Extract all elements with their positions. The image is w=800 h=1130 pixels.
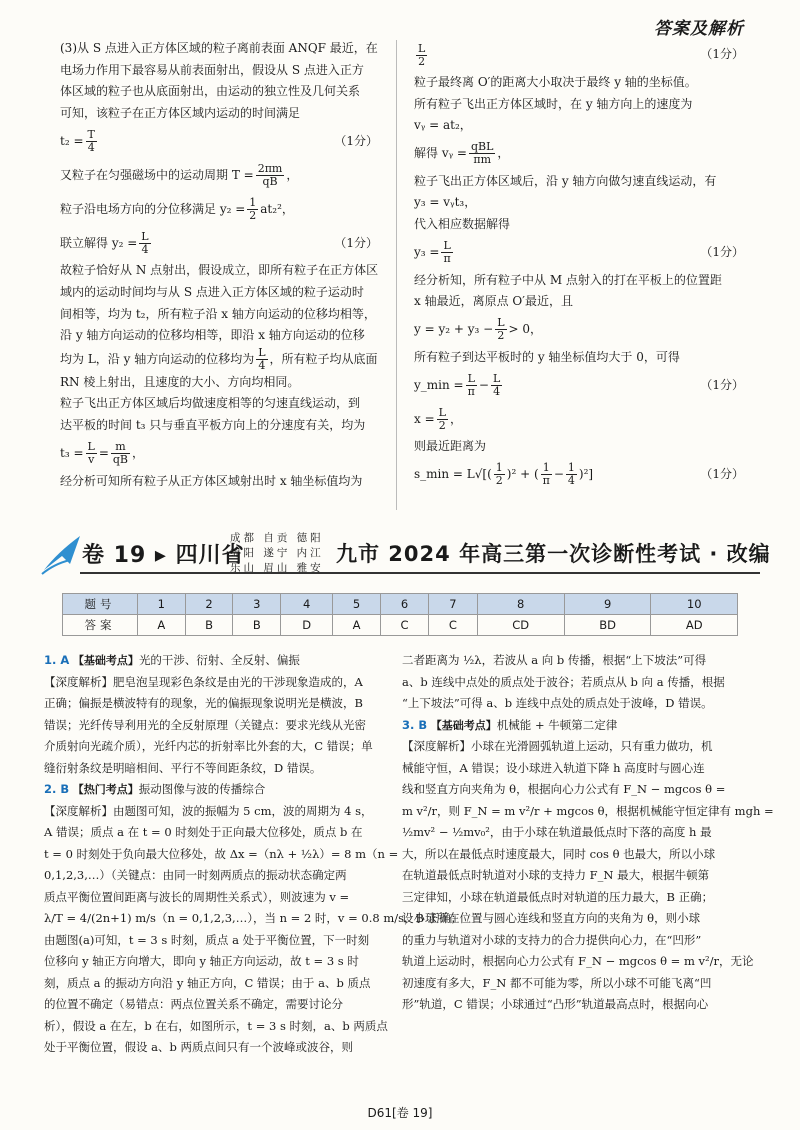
fraction: $\frac{L}{\pi}$: [467, 371, 475, 398]
text-line: 正确；偏振是横波特有的现象，光的偏振现象说明光是横波，B: [44, 696, 363, 710]
score: （1分）: [700, 244, 744, 259]
fraction: $\frac{L}{v}$: [87, 440, 95, 467]
fraction: $\frac{1}{2}$: [249, 195, 257, 222]
fraction: $\frac{1}{2}$: [495, 461, 503, 488]
equation-row: t₂ = $\frac{T}{4}$ （1分）: [60, 127, 378, 154]
text-line: y₃ = vᵧt₃，: [414, 195, 477, 210]
banner-rule: [80, 572, 760, 574]
equation-row: 联立解得 y₂ = $\frac{L}{4}$ （1分）: [60, 229, 378, 256]
answer-cell: B: [233, 615, 281, 636]
question-number-cell: 10: [651, 594, 738, 615]
text-line: A 错误；质点 a 在 t = 0 时刻处于正向最大位移处，质点 b 在: [44, 825, 363, 839]
column-divider: [396, 40, 397, 510]
bottom-right-column: [402, 650, 774, 1016]
answer-cell: C: [380, 615, 428, 636]
equation-row: t₃ = $\frac{L}{v}$ = $\frac{m}{qB}$ ，: [60, 440, 145, 467]
text-line: 缝衍射条纹是明暗相间、平行不等间距条纹，D 错误。: [44, 760, 322, 775]
text-line: 所有粒子到达平板时的 y 轴坐标值均大于 0，可得: [414, 349, 680, 364]
paper-plane-icon: [40, 530, 84, 580]
text-line: 错误；光纤传导利用光的全反射原理（关键点：要求光线从光密: [44, 717, 366, 732]
fraction: $\frac{T}{4}$: [87, 127, 95, 154]
text-line: 域内的运动时间均与从 S 点进入正方体区域的粒子运动时: [60, 284, 364, 299]
table-row: [63, 594, 738, 615]
question-heading: 1. A 【基础考点】光的干涉、衍射、全反射、偏振: [44, 653, 300, 667]
question-number-cell: 9: [564, 594, 651, 615]
text-line: 大，所以在最低点时速度最大，同时 cos θ 也最大，所以小球: [402, 846, 716, 861]
score: （1分）: [700, 47, 744, 62]
score: （1分）: [700, 377, 744, 392]
text-line: 所有粒子飞出正方体区域时，在 y 轴方向上的速度为: [414, 96, 693, 111]
fraction: $\frac{L}{2}$: [497, 316, 505, 343]
text-line: 经分析可知所有粒子从正方体区域射出时 x 轴坐标值均为: [60, 473, 363, 488]
text-line: 沿 y 轴方向运动的位移均相等，即沿 x 轴方向运动的位移: [60, 328, 365, 343]
question-number-cell: 2: [185, 594, 233, 615]
text-line: ½mv² − ½mv₀²，由于小球在轨道最低点时下落的高度 h 最: [402, 825, 712, 839]
text-line: 的重力与轨道对小球的支持力的合力提供向心力，在“凹形”: [402, 932, 702, 947]
text-line: 间相等，均为 t₂，所有粒子沿 x 轴方向运动的位移均相等，: [60, 306, 376, 321]
answer-cell: AD: [651, 615, 738, 636]
page-number: D61[卷 19]: [367, 1106, 433, 1120]
equation-row: 又粒子在匀强磁场中的运动周期 T = $\frac{2\pi m}{qB}$ ，: [60, 161, 299, 188]
text-line: 粒子飞出正方体区域后，沿 y 轴方向做匀速直线运动，有: [414, 173, 717, 188]
table-row: [63, 615, 738, 636]
text-line: a、b 连线中点处的质点处于波谷；若质点从 b 向 a 传播，根据: [402, 674, 725, 689]
text-line: 线和竖直方向夹角为 θ，根据向心力公式有 F_N − mgcos θ =: [402, 782, 726, 796]
fraction: $\frac{L}{4}$: [258, 345, 266, 372]
equation-row: x = $\frac{L}{2}$ ，: [414, 405, 462, 432]
text-line: 【深度解析】肥皂泡呈现彩色条纹是由光的干涉现象造成的，A: [44, 674, 363, 689]
answer-cell: BD: [564, 615, 651, 636]
text-line: 【深度解析】由题图可知，波的振幅为 5 cm，波的周期为 4 s，: [44, 803, 373, 818]
text-line: 达平板的时间 t₃ 只与垂直平板方向上的分速度有关，均为: [60, 417, 366, 432]
fraction: $\frac{L}{2}$: [438, 405, 446, 432]
volume-label: 卷 19 ▸ 四川省: [82, 543, 245, 568]
text-line: m v²/r，则 F_N = m v²/r + mgcos θ，根据机械能守恒定律有 mgh =: [402, 803, 774, 818]
answer-cell: C: [429, 615, 477, 636]
text-line: 轨道上运动时，根据向心力公式有 F_N − mgcos θ = m v²/r，无论: [402, 954, 754, 968]
answer-cell: B: [185, 615, 233, 636]
running-header: 答案及解析: [654, 19, 744, 39]
text-line: vᵧ = at₂，: [414, 118, 472, 133]
text-line: 电场力作用下最容易从前表面射出，假设从 S 点进入正方: [60, 62, 364, 77]
equation-row: [414, 38, 744, 72]
answer-table: [62, 593, 738, 636]
text-line: 在轨道最低点时轨道对小球的支持力 F_N 最大，根据牛顿第: [402, 868, 710, 882]
text-line: 设小球所在位置与圆心连线和竖直方向的夹角为 θ，则小球: [402, 911, 701, 925]
fraction: $\frac{1}{4}$: [567, 461, 575, 488]
text-line: 析），假设 a 在左，b 在右，如图所示，t = 3 s 时刻，a、b 两质点: [44, 1018, 388, 1033]
text-line: 0,1,2,3,…）（关键点：由同一时刻两质点的振动状态确定两: [44, 868, 347, 882]
question-number-cell: 1: [138, 594, 186, 615]
answer-cell: D: [281, 615, 333, 636]
top-left-column: [60, 38, 378, 492]
equation-row: 解得 vᵧ = $\frac{\text{qBL}}{\pi m}$ ，: [414, 140, 510, 167]
score: （1分）: [700, 467, 744, 482]
question-heading: 3. B 【基础考点】机械能 + 牛顿第二定律: [402, 717, 618, 732]
question-number-cell: 6: [380, 594, 428, 615]
fraction: $\frac{2\pi m}{qB}$: [257, 161, 283, 188]
text-line: RN 棱上射出，且速度的大小、方向均相同。: [60, 374, 300, 389]
equation-row: y₃ = $\frac{L}{\pi}$ （1分）: [414, 239, 744, 266]
text-line: 刻，质点 a 的振动方向沿 y 轴正方向，C 错误；由于 a、b 质点: [44, 975, 371, 990]
fraction: $\frac{L}{4}$: [492, 371, 501, 398]
text-line: 可知，该粒子在正方体区域内运动的时间满足: [60, 105, 301, 120]
score: （1分）: [334, 133, 378, 148]
exam-title: 九市 2024 年高三第一次诊断性考试 · 改编: [336, 542, 771, 566]
text-line: x 轴最近，离原点 O′最近，且: [414, 294, 573, 309]
text-line: 粒子最终离 O′的距离大小取决于最终 y 轴的坐标值。: [414, 75, 697, 89]
text-line: 形”轨道，C 错误；小球通过“凸形”轨道最高点时，根据向心: [402, 997, 709, 1011]
question-number-cell: 8: [477, 594, 564, 615]
fraction: $\frac{\text{qBL}}{\pi m}$: [470, 140, 494, 167]
text-line: t = 0 时刻处于负向最大位移处，故 Δx =（nλ + ½λ）= 8 m（n =: [44, 846, 399, 861]
fraction: $\frac{1}{\pi}$: [542, 461, 550, 488]
question-heading: 2. B 【热门考点】振动图像与波的传播综合: [44, 782, 266, 796]
text-line: 【深度解析】小球在光滑圆弧轨道上运动，只有重力做功，机: [402, 739, 713, 753]
fraction: $\frac{L}{4}$: [141, 229, 149, 256]
fraction: $\frac{m}{qB}$: [112, 440, 129, 467]
equation-row: s_min = L√[( $\frac{1}{2}$ )² + ( $\frac{1}{\pi}$ − $\frac{1}{4}$ )²] （1分）: [414, 461, 744, 488]
text-line: 三定律知，小球在轨道最低点时对轨道的压力最大，B 正确；: [402, 889, 714, 904]
text-line: 的位置不确定（易错点：两点位置关系不确定，需要讨论分: [44, 997, 343, 1011]
score: （1分）: [334, 235, 378, 250]
text-line: 故粒子恰好从 N 点射出，假设成立，即所有粒子在正方体区: [60, 263, 379, 278]
fraction: $\frac{L}{\pi}$: [443, 239, 451, 266]
section-banner: [40, 530, 771, 582]
text-line: 经分析知，所有粒子中从 M 点射入的打在平板上的位置距: [414, 272, 722, 287]
text-line: 由题图(a)可知，t = 3 s 时刻，质点 a 处于平衡位置，下一时刻: [44, 932, 370, 947]
equation-row: y_min = $\frac{L}{\pi}$ − $\frac{L}{4}$ （1分）: [414, 371, 744, 398]
text-line: 粒子飞出正方体区域后均做速度相等的匀速直线运动，到: [60, 396, 361, 411]
text-line: 介质射向光疏介质），光纤内芯的折射率比外套的大，C 错误；单: [44, 739, 373, 753]
text-line: “上下坡法”可得 a、b 连线中点处的质点处于波峰，D 错误。: [402, 696, 713, 710]
question-number-cell: 4: [281, 594, 333, 615]
table-header: 答案: [63, 615, 138, 636]
top-right-column: [414, 38, 744, 492]
equation-row: y = y₂ + y₃ − $\frac{L}{2}$ > 0，: [414, 316, 543, 343]
text-line: 质点平衡位置间距离与波长的周期性关系式），则波速为 v =: [44, 889, 350, 904]
text-line: 初速度有多大，F_N 都不可能为零，所以小球不可能飞离“凹: [402, 975, 712, 990]
text-line: 械能守恒，A 错误；设小球进入轨道下降 h 高度时与圆心连: [402, 760, 705, 775]
question-number-cell: 5: [333, 594, 381, 615]
city-list: 成都 自贡 德阳 绵阳 遂宁 内江 乐山 眉山 雅安: [230, 532, 324, 574]
equation-row: 粒子沿电场方向的分位移满足 y₂ = $\frac{1}{2}$ at₂²，: [60, 195, 294, 222]
text-line: 体区域的粒子也从底面射出，由运动的独立性及几何关系: [60, 84, 361, 99]
text-line: λ/T = 4/(2n+1) m/s（n = 0,1,2,3,…），当 n = 2 时，v = 0.8 m/s，B 正确；: [44, 911, 463, 925]
text-line: 位移向 y 轴正方向增大，即向 y 轴正方向运动，故 t = 3 s 时: [44, 954, 359, 968]
fraction: $\frac{L}{2}$: [418, 41, 426, 68]
question-number-cell: 7: [429, 594, 477, 615]
answer-cell: A: [333, 615, 381, 636]
text-line: 处于平衡位置，假设 a、b 两质点间只有一个波峰或波谷，则: [44, 1040, 354, 1054]
question-number-cell: 3: [233, 594, 281, 615]
text-line: 则最近距离为: [414, 439, 487, 454]
text-line: 代入相应数据解得: [414, 216, 511, 231]
text-line: 均为 L，沿 y 轴方向运动的位移均为 $\frac{L}{4}$ ，所有粒子均从底面: [60, 345, 378, 372]
table-header: 题号: [63, 594, 138, 615]
bottom-left-column: [44, 650, 463, 1059]
text-line: (3)从 S 点进入正方体区域的粒子离前表面 ANQF 最近，在: [60, 41, 378, 55]
text-line: 二者距离为 ½λ，若波从 a 向 b 传播，根据“上下坡法”可得: [402, 653, 707, 667]
answer-cell: A: [138, 615, 186, 636]
answer-cell: CD: [477, 615, 564, 636]
